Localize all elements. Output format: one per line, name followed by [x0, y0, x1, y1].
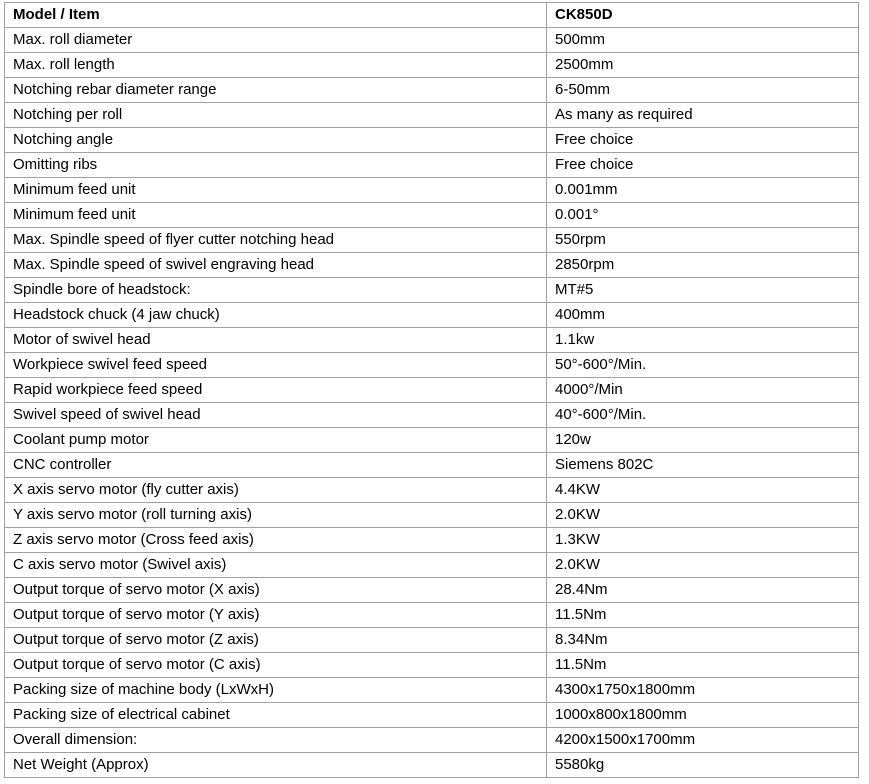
- spec-table: [4, 2, 859, 778]
- spec-table-body: [5, 3, 859, 778]
- row-label-cell: Headstock chuck (4 jaw chuck): [5, 303, 547, 328]
- row-label-cell: Rapid workpiece feed speed: [5, 378, 547, 403]
- table-row: [5, 703, 859, 728]
- row-value-cell: 8.34Nm: [547, 628, 859, 653]
- row-label-cell: Max. roll length: [5, 53, 547, 78]
- table-row: [5, 278, 859, 303]
- row-value-cell: 550rpm: [547, 228, 859, 253]
- row-label-cell: Output torque of servo motor (C axis): [5, 653, 547, 678]
- row-value-cell: 400mm: [547, 303, 859, 328]
- row-value-cell: 4000°/Min: [547, 378, 859, 403]
- row-label-cell: Max. roll diameter: [5, 28, 547, 53]
- row-label-cell: Max. Spindle speed of flyer cutter notching head: [5, 228, 547, 253]
- row-label-cell: Omitting ribs: [5, 153, 547, 178]
- row-value-cell: 1.1kw: [547, 328, 859, 353]
- table-row: [5, 753, 859, 778]
- table-row: [5, 153, 859, 178]
- table-row: [5, 428, 859, 453]
- table-row: [5, 28, 859, 53]
- row-value-cell: 5580kg: [547, 753, 859, 778]
- table-row: [5, 353, 859, 378]
- row-value-cell: 28.4Nm: [547, 578, 859, 603]
- table-row: [5, 578, 859, 603]
- table-row: [5, 303, 859, 328]
- row-label-cell: Notching rebar diameter range: [5, 78, 547, 103]
- row-value-cell: 120w: [547, 428, 859, 453]
- row-label-cell: Output torque of servo motor (Z axis): [5, 628, 547, 653]
- row-value-cell: 2500mm: [547, 53, 859, 78]
- row-value-cell: 500mm: [547, 28, 859, 53]
- row-label-cell: Packing size of electrical cabinet: [5, 703, 547, 728]
- row-value-cell: 11.5Nm: [547, 653, 859, 678]
- header-label-cell: Model / Item: [5, 3, 547, 28]
- row-label-cell: Max. Spindle speed of swivel engraving head: [5, 253, 547, 278]
- row-label-cell: Output torque of servo motor (X axis): [5, 578, 547, 603]
- row-label-cell: Workpiece swivel feed speed: [5, 353, 547, 378]
- row-label-cell: C axis servo motor (Swivel axis): [5, 553, 547, 578]
- row-label-cell: X axis servo motor (fly cutter axis): [5, 478, 547, 503]
- table-row: [5, 53, 859, 78]
- row-label-cell: Notching per roll: [5, 103, 547, 128]
- row-value-cell: 4.4KW: [547, 478, 859, 503]
- row-value-cell: 11.5Nm: [547, 603, 859, 628]
- row-value-cell: 2.0KW: [547, 503, 859, 528]
- row-value-cell: 0.001°: [547, 203, 859, 228]
- row-label-cell: Coolant pump motor: [5, 428, 547, 453]
- row-label-cell: Swivel speed of swivel head: [5, 403, 547, 428]
- table-row: [5, 653, 859, 678]
- table-row: [5, 603, 859, 628]
- table-row: [5, 503, 859, 528]
- row-label-cell: Z axis servo motor (Cross feed axis): [5, 528, 547, 553]
- row-value-cell: 2.0KW: [547, 553, 859, 578]
- row-value-cell: Free choice: [547, 153, 859, 178]
- row-label-cell: Spindle bore of headstock:: [5, 278, 547, 303]
- table-row: [5, 203, 859, 228]
- table-row: [5, 453, 859, 478]
- table-header-row: [5, 3, 859, 28]
- row-value-cell: 40°-600°/Min.: [547, 403, 859, 428]
- header-model-cell: CK850D: [547, 3, 859, 28]
- table-row: [5, 328, 859, 353]
- row-label-cell: CNC controller: [5, 453, 547, 478]
- row-value-cell: 4300x1750x1800mm: [547, 678, 859, 703]
- row-value-cell: Siemens 802C: [547, 453, 859, 478]
- row-value-cell: 1.3KW: [547, 528, 859, 553]
- table-row: [5, 678, 859, 703]
- table-row: [5, 78, 859, 103]
- row-value-cell: 4200x1500x1700mm: [547, 728, 859, 753]
- row-label-cell: Output torque of servo motor (Y axis): [5, 603, 547, 628]
- row-value-cell: 50°-600°/Min.: [547, 353, 859, 378]
- row-value-cell: 2850rpm: [547, 253, 859, 278]
- row-label-cell: Packing size of machine body (LxWxH): [5, 678, 547, 703]
- table-row: [5, 728, 859, 753]
- row-value-cell: MT#5: [547, 278, 859, 303]
- row-value-cell: As many as required: [547, 103, 859, 128]
- table-row: [5, 103, 859, 128]
- row-label-cell: Net Weight (Approx): [5, 753, 547, 778]
- table-row: [5, 128, 859, 153]
- table-row: [5, 478, 859, 503]
- table-row: [5, 228, 859, 253]
- table-row: [5, 553, 859, 578]
- row-label-cell: Minimum feed unit: [5, 178, 547, 203]
- row-value-cell: 0.001mm: [547, 178, 859, 203]
- row-label-cell: Minimum feed unit: [5, 203, 547, 228]
- table-row: [5, 628, 859, 653]
- table-row: [5, 378, 859, 403]
- table-row: [5, 253, 859, 278]
- row-label-cell: Notching angle: [5, 128, 547, 153]
- table-row: [5, 403, 859, 428]
- row-label-cell: Y axis servo motor (roll turning axis): [5, 503, 547, 528]
- table-row: [5, 178, 859, 203]
- row-label-cell: Motor of swivel head: [5, 328, 547, 353]
- row-value-cell: 6-50mm: [547, 78, 859, 103]
- table-row: [5, 528, 859, 553]
- row-label-cell: Overall dimension:: [5, 728, 547, 753]
- row-value-cell: Free choice: [547, 128, 859, 153]
- row-value-cell: 1000x800x1800mm: [547, 703, 859, 728]
